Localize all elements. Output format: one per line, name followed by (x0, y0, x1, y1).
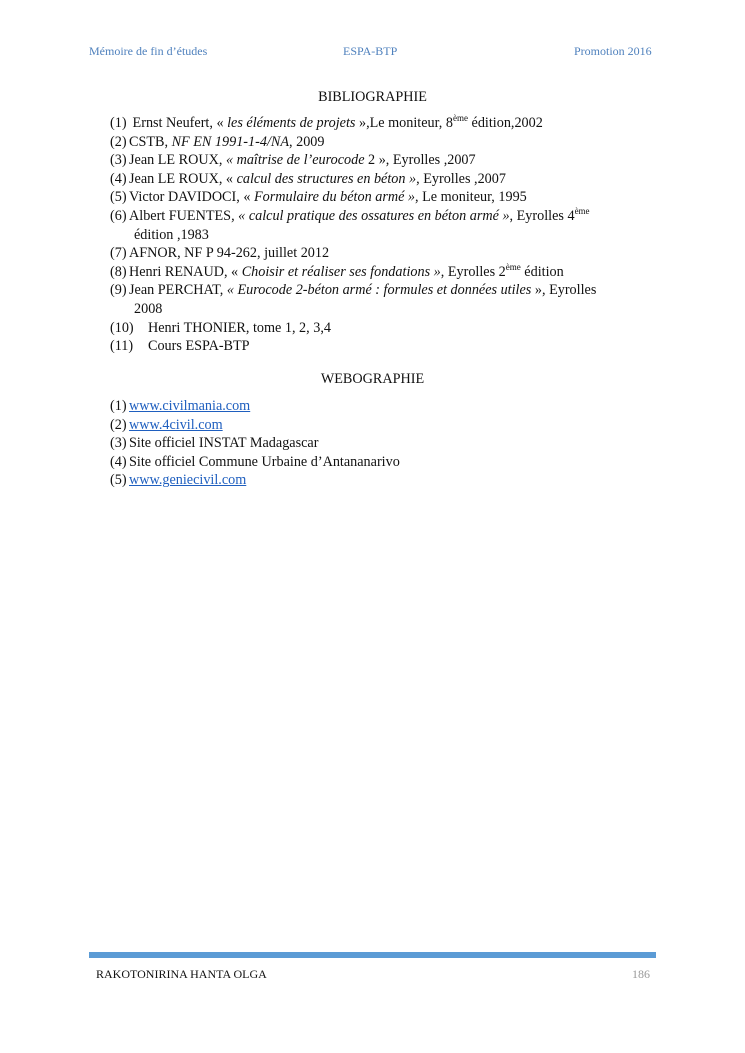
item-title: , « calcul pratique des ossatures en béton armé » (231, 207, 510, 224)
item-number: (10) (110, 319, 134, 336)
bibliography-item (110, 188, 670, 207)
item-title: « maîtrise de l’eurocode (225, 152, 365, 169)
webography-item (110, 453, 670, 472)
bibliography-item (110, 114, 670, 133)
item-text: , Le moniteur, 1995 (415, 189, 527, 206)
item-number: (4) (110, 453, 127, 470)
item-text: Henri THONIER, tome 1, 2, 3,4 (148, 319, 331, 336)
item-text: »,Le moniteur, 8 (355, 115, 453, 131)
item-superscript: ème (505, 261, 521, 272)
bibliography-item (110, 170, 670, 189)
header-right-text: Promotion 2016 (574, 44, 652, 58)
item-text: Cours ESPA-BTP (148, 338, 250, 355)
item-text: Henri RENAUD, « (129, 263, 242, 280)
item-number: (1) (110, 115, 127, 131)
item-text: , Eyrolles ,2007 (416, 170, 506, 187)
item-number: (2) (110, 416, 127, 433)
webography-item (110, 416, 670, 435)
item-text: , Eyrolles 2 (440, 263, 506, 280)
webography-item (110, 471, 670, 490)
footer-author: RAKOTONIRINA HANTA OLGA (96, 967, 267, 981)
item-number: (8) (110, 263, 127, 280)
item-text: Victor DAVIDOCI, « (129, 189, 254, 206)
bibliography-item (110, 207, 670, 244)
item-number: (2) (110, 133, 127, 150)
bibliography-item (110, 263, 670, 282)
item-text: , Eyrolles 4 (509, 207, 575, 224)
footer-divider (89, 952, 656, 958)
header-center-text: ESPA-BTP (343, 44, 398, 58)
item-title: Formulaire du béton armé » (253, 189, 416, 206)
bibliography-list (110, 114, 670, 356)
webography-title: WEBOGRAPHIE (320, 371, 425, 387)
item-text: Site officiel Commune Urbaine d’Antananarivo (129, 453, 400, 470)
bibliography-item (110, 133, 670, 152)
link-geniecivil[interactable]: www.geniecivil.com (129, 472, 247, 489)
item-text: Albert FUENTES (129, 207, 232, 224)
bibliography-item (110, 151, 670, 170)
item-text: Site officiel INSTAT Madagascar (129, 435, 319, 452)
item-continuation: 2008 (134, 300, 163, 317)
item-text: AFNOR, NF P 94-262, juillet 2012 (129, 245, 330, 262)
bibliography-title: BIBLIOGRAPHIE (318, 89, 427, 105)
item-text: , 2009 (289, 133, 325, 150)
item-number: (9) (110, 282, 127, 299)
item-number: (7) (110, 245, 127, 262)
bibliography-item (110, 319, 670, 338)
webography-item (110, 434, 670, 453)
item-number: (1) (110, 398, 127, 414)
item-title: Choisir et réaliser ses fondations » (241, 263, 441, 280)
item-text: Jean PERCHAT, (129, 282, 227, 299)
item-text: Ernst Neufert, « (129, 115, 228, 131)
bibliography-item (110, 244, 670, 263)
item-title: calcul des structures en béton » (236, 170, 417, 187)
webography-list (110, 397, 670, 490)
item-title: NF EN 1991-1-4/NA (171, 133, 290, 150)
item-number: (6) (110, 207, 127, 224)
bibliography-item (110, 281, 670, 318)
header-left-text: Mémoire de fin d’études (89, 44, 208, 58)
item-text: édition (520, 263, 564, 280)
item-text: édition,2002 (467, 115, 543, 131)
item-superscript: ème (452, 113, 468, 123)
link-civilmania[interactable]: www.civilmania.com (129, 398, 251, 414)
webography-item (110, 397, 670, 416)
item-text: », Eyrolles (531, 282, 597, 299)
page-number: 186 (632, 967, 650, 981)
item-continuation: édition ,1983 (134, 226, 209, 243)
item-number: (5) (110, 189, 127, 206)
item-number: (3) (110, 152, 127, 169)
item-title: « Eurocode 2-béton armé : formules et données utiles (226, 282, 532, 299)
item-number: (5) (110, 472, 127, 489)
item-number: (3) (110, 435, 127, 452)
item-text: Jean LE ROUX, « (129, 170, 237, 187)
item-title: les éléments de projets (227, 115, 356, 131)
bibliography-item (110, 337, 670, 356)
item-number: (4) (110, 170, 127, 187)
link-4civil[interactable]: www.4civil.com (129, 416, 223, 433)
item-text: CSTB, (129, 133, 172, 150)
item-text: 2 », Eyrolles ,2007 (364, 152, 476, 169)
item-superscript: ème (574, 205, 590, 216)
item-number: (11) (110, 338, 134, 355)
item-text: Jean LE ROUX, (129, 152, 226, 169)
